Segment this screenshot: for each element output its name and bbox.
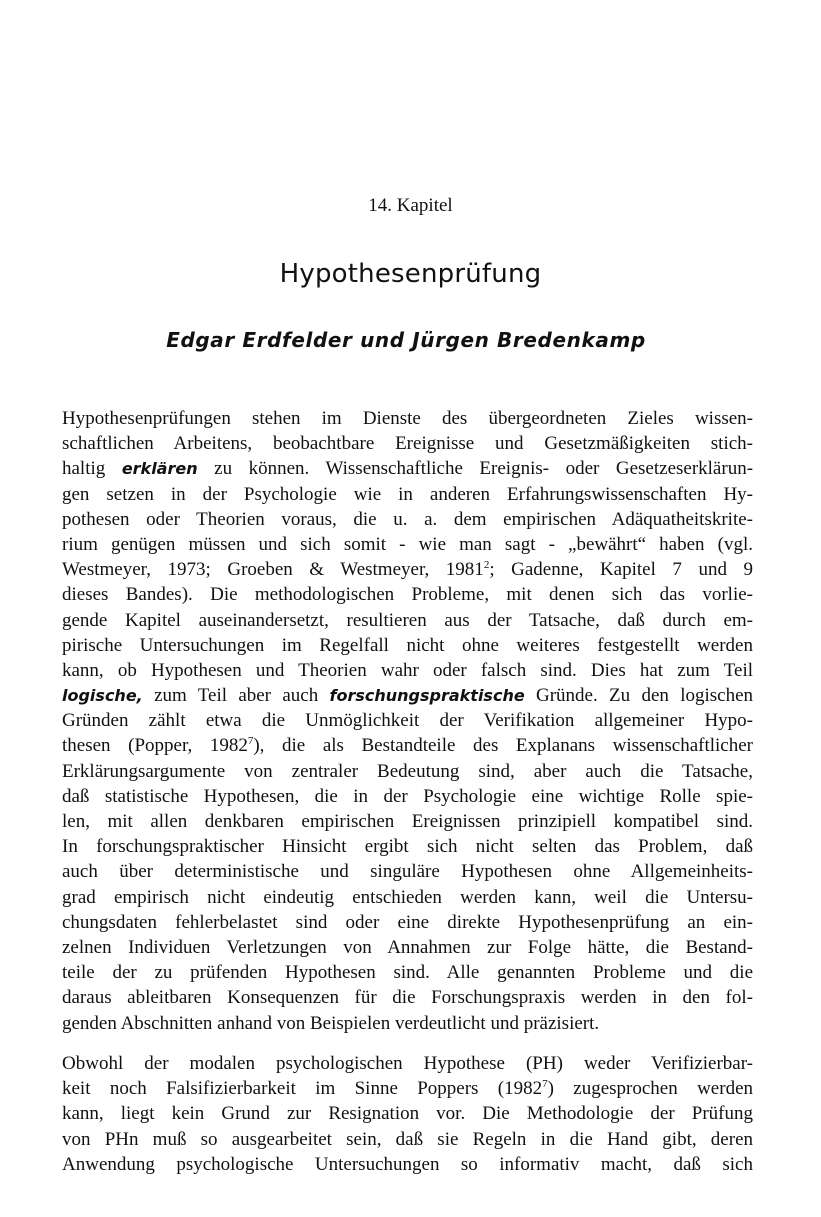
text-line: auch über deterministische und singuläre Hypothesen ohne Allgemeinheits-: [62, 861, 753, 883]
paragraph-2: [62, 1051, 753, 1177]
superscript: 2: [483, 559, 490, 572]
text-segment: zu können. Wissenschaftliche Ereignis- oder Gesetzeserklärun-: [214, 458, 754, 480]
text-line: [62, 733, 753, 758]
text-line: Hypothesenprüfungen stehen im Dienste des übergeordneten Zieles wissen-: [62, 408, 753, 429]
text-line: Obwohl der modalen psychologischen Hypothese (PH) weder Verifizierbar-: [62, 1053, 753, 1074]
text-segment: ) zugesprochen werden: [547, 1078, 753, 1100]
text-line: genden Abschnitten anhand von Beispielen verdeutlicht und präzisiert.: [62, 1012, 600, 1034]
text-line: zelnen Individuen Verletzungen von Annahmen zur Folge hätte, die Bestand-: [62, 936, 753, 958]
text-line: daraus ableitbaren Konsequenzen für die Forschungspraxis werden in den fol-: [62, 987, 753, 1009]
text-line: [62, 557, 753, 582]
text-line: gende Kapitel auseinandersetzt, resultieren aus der Tatsache, daß durch em-: [62, 609, 753, 631]
text-line: chungsdaten fehlerbelastet sind oder eine direkte Hypothesenprüfung an ein-: [62, 911, 753, 933]
text-line: von PHn muß so ausgearbeitet sein, daß sie Regeln in die Hand gibt, deren: [62, 1128, 753, 1150]
text-line: len, mit allen denkbaren empirischen Ereignissen prinzipiell kompatibel sind.: [62, 811, 753, 832]
text-segment: Westmeyer, 1973; Groeben & Westmeyer, 1981: [62, 559, 484, 581]
text-line: grad empirisch nicht eindeutig entschieden werden kann, weil die Untersu-: [62, 886, 753, 908]
text-segment: ), die als Bestandteile des Explanans wissenschaftlicher: [253, 735, 753, 757]
text-segment: haltig: [62, 458, 106, 480]
text-line: schaftlichen Arbeitens, beobachtbare Ereignisse und Gesetzmäßigkeiten stich-: [62, 433, 753, 455]
emphasized-term: erklären: [121, 459, 198, 479]
text-line: rium genügen müssen und sich somit - wie man sagt - „bewährt“ haben (vgl.: [62, 533, 753, 555]
text-line: In forschungspraktischer Hinsicht ergibt sich nicht selten das Problem, daß: [62, 836, 753, 858]
superscript: 7: [247, 735, 254, 748]
text-segment: ; Gadenne, Kapitel 7 und 9: [489, 559, 753, 581]
text-line: daß statistische Hypothesen, die in der Psychologie eine wichtige Rolle spie-: [62, 785, 753, 807]
text-line: Erklärungsargumente von zentraler Bedeutung sind, aber auch die Tatsache,: [62, 760, 753, 782]
text-line: [62, 683, 753, 708]
text-segment: keit noch Falsifizierbarkeit im Sinne Poppers (1982: [62, 1078, 543, 1100]
text-line: [62, 1076, 753, 1101]
superscript: 7: [542, 1078, 548, 1091]
text-line: pirische Untersuchungen im Regelfall nicht ohne weiteres festgestellt werden: [62, 634, 753, 656]
text-line: kann, liegt kein Grund zur Resignation vor. Die Methodologie der Prüfung: [62, 1103, 753, 1125]
text-line: gen setzen in der Psychologie wie in anderen Erfahrungswissenschaften Hy-: [62, 483, 753, 505]
text-segment: thesen (Popper, 1982: [62, 735, 248, 757]
text-line: kann, ob Hypothesen und Theorien wahr oder falsch sind. Dies hat zum Teil: [62, 659, 753, 681]
chapter-number: 14. Kapitel: [368, 195, 453, 216]
text-line: teile der zu prüfenden Hypothesen sind. Alle genannten Probleme und die: [62, 962, 753, 984]
text-line: Anwendung psychologische Untersuchungen so informativ macht, daß sich: [62, 1153, 753, 1175]
chapter-title: Hypothesenprüfung: [279, 259, 542, 289]
text-line: Gründen zählt etwa die Unmöglichkeit der Verifikation allgemeiner Hypo-: [62, 710, 753, 732]
paragraph-1: [62, 406, 753, 1036]
chapter-authors: Edgar Erdfelder und Jürgen Bredenkamp: [166, 328, 646, 352]
emphasized-term: logische,: [62, 686, 143, 706]
text-segment: Gründe. Zu den logischen: [536, 685, 754, 707]
text-segment: zum Teil aber auch: [154, 685, 319, 707]
text-line: dieses Bandes). Die methodologischen Probleme, mit denen sich das vorlie-: [62, 584, 753, 606]
text-line: pothesen oder Theorien voraus, die u. a. dem empirischen Adäquatheitskrite-: [62, 508, 753, 530]
text-line: [62, 456, 753, 481]
emphasized-term: forschungspraktische: [329, 686, 525, 706]
